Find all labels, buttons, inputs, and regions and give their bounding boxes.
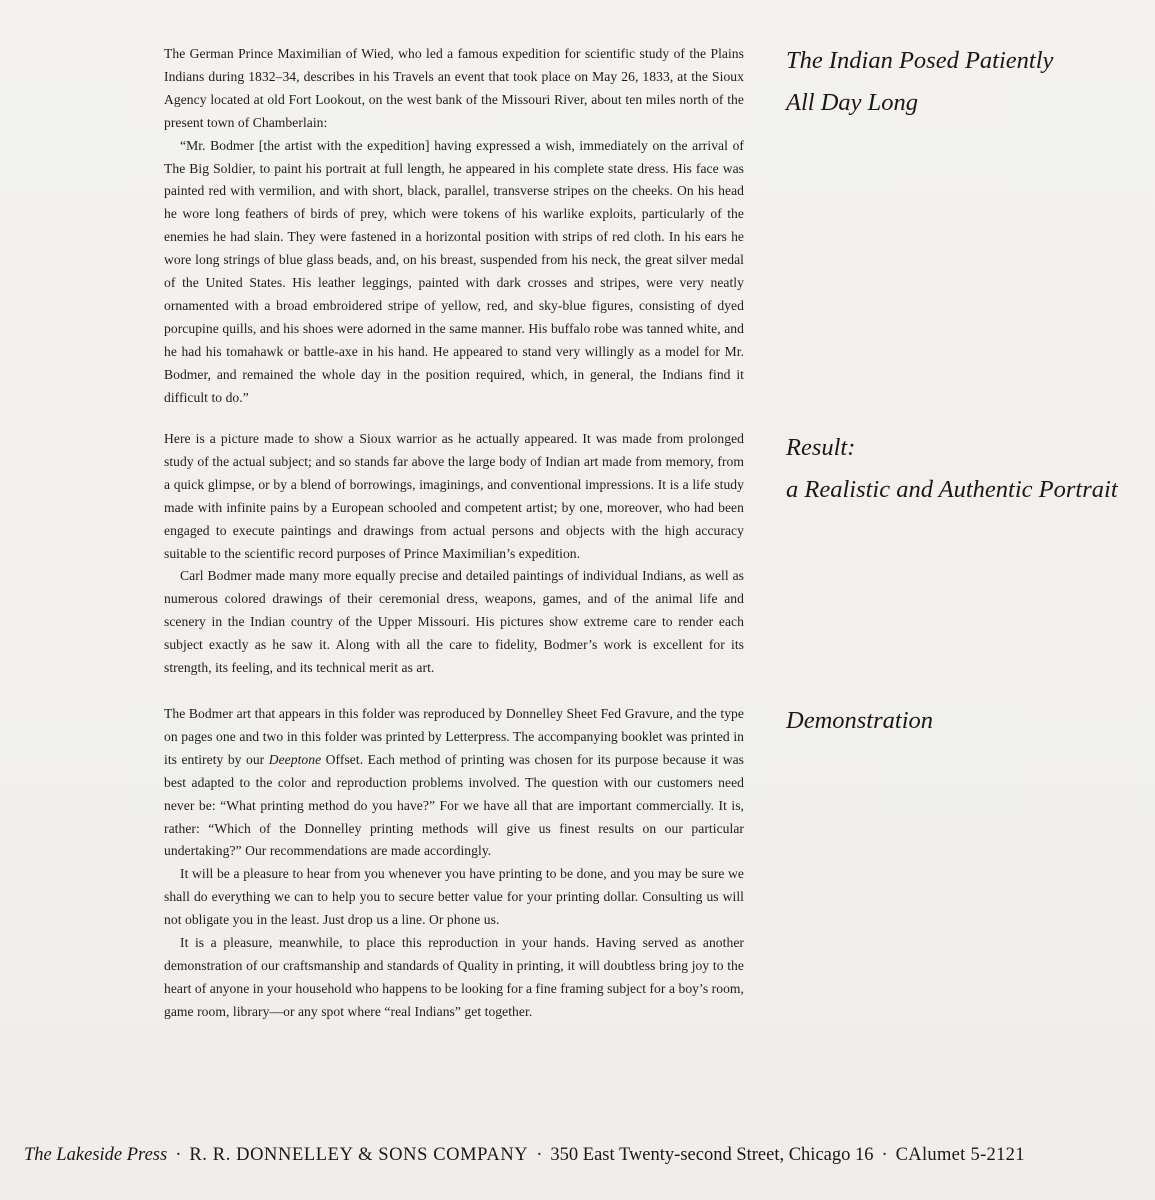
side-heading-posed-patiently (786, 40, 1053, 124)
side-heading-line: Result: (786, 434, 856, 461)
paragraph-reproduction-in-hands: It is a pleasure, meanwhile, to place this reproduction in your hands. Having served as another demonstration of our craftsmanship and standards of Quality in printing, it will doubtless bring joy to the heart of anyone in your household who happens to be looking for a fine framing subject for a boy’s room, game room, library—or any spot where “real Indians” get together. (164, 935, 744, 1019)
footer-separator: · (175, 1145, 182, 1165)
footer-separator: · (881, 1145, 888, 1165)
body-section-demonstration (164, 703, 744, 1024)
paragraph-pleasure-to-hear: It will be a pleasure to hear from you whenever you have printing to be done, and you may be sure we shall do everything we can to help you to secure better value for your printing dollar. Consulting us will not obligate you in the least. Just drop us a line. Or phone us. (164, 866, 744, 928)
deeptone-emphasis: Deeptone (268, 751, 322, 767)
footer-separator: · (536, 1145, 543, 1165)
paragraph-quotation: “Mr. Bodmer [the artist with the expedition] having expressed a wish, immediately on the arrival of The Big Soldier, to paint his portrait at full length, he appeared in his complete state dress. His face was painted red with vermilion, and with short, black, parallel, transverse stripes on the cheeks. On his head he wore long feathers of birds of prey, which were tokens of his warlike exploits, particularly of the enemies he had slain. They were fastened in a horizontal position with strips of red cloth. In his ears he wore long strings of blue glass beads, and, on his breast, suspended from his neck, the great silver medal of the United States. His leather leggings, painted with dark crosses and stripes, were very neatly ornamented with a broad embroidered stripe of yellow, red, and sky-blue figures, consisting of dyed porcupine quills, and his shoes were adorned in the same manner. His buffalo robe was tanned white, and he had his tomahawk or battle-axe in his hand. He appeared to stand very willingly as a model for Mr. Bodmer, and remained the whole day in the position required, which, in general, the Indians find it difficult to do.” (164, 137, 744, 405)
paragraph-carl-bodmer: Carl Bodmer made many more equally precise and detailed paintings of individual Indians, as well as numerous colored drawings of their ceremonial dress, weapons, games, and of the animal life and scenery in the Indian country of the Upper Missouri. His pictures show extreme care to render each subject exactly as he saw it. Along with all the care to fidelity, Bodmer’s work is excellent for its strength, its feeling, and its technical merit as art. (164, 568, 744, 676)
company-phone: CAlumet 5-2121 (895, 1145, 1025, 1165)
side-heading-line: The Indian Posed Patiently (786, 47, 1054, 74)
body-section-expedition (164, 43, 744, 410)
paragraph-text: The Bodmer art that appears in this folder was reproduced by Donnelley Sheet Fed Gravure, and the type on pages one and two in this folder was printed by Letterpress. The accompanying booklet was printed in its entirety by our (164, 706, 744, 767)
side-heading-line: a Realistic and Authentic Portrait (786, 476, 1118, 503)
paragraph-text: Offset. Each method of printing was chosen for its purpose because it was best adapted to the color and reproduction problems involved. The question with our customers need never be: “What printing method do you have?” For we have all that are important commercially. It is, rather: “Which of the Donnelley printing methods will give us finest results on our particular undertaking?” Our recommendations are made accordingly. (164, 751, 744, 859)
body-section-result (164, 428, 744, 680)
paragraph-sioux-warrior: Here is a picture made to show a Sioux warrior as he actually appeared. It was made from prolonged study of the actual subject; and so stands far above the large body of Indian art made from memory, from a quick glimpse, or by a blend of borrowings, imaginings, and conventional impressions. It is a life study made with infinite pains by a European schooled and competent artist; by one, moreover, who had been engaged to execute paintings and drawings from actual persons and objects with the high accuracy suitable to the scientific record purposes of Prince Maximilian’s expedition. (164, 431, 744, 561)
side-heading-line: Demonstration (786, 707, 933, 734)
side-heading-demonstration (786, 700, 933, 742)
company-name: R. R. DONNELLEY & SONS COMPANY (189, 1145, 529, 1165)
side-heading-line: All Day Long (786, 89, 919, 116)
paragraph-printing-methods (164, 703, 744, 863)
press-name: The Lakeside Press (24, 1145, 168, 1165)
paragraph-intro: The German Prince Maximilian of Wied, who led a famous expedition for scientific study of the Plains Indians during 1832–34, describes in his Travels an event that took place on May 26, 1833, at the Sioux Agency located at old Fort Lookout, on the west bank of the Missouri River, about ten miles north of the present town of Chamberlain: (164, 46, 744, 130)
publisher-footer (24, 1142, 1025, 1168)
company-address: 350 East Twenty-second Street, Chicago 16 (550, 1145, 874, 1165)
side-heading-result (786, 427, 1118, 511)
